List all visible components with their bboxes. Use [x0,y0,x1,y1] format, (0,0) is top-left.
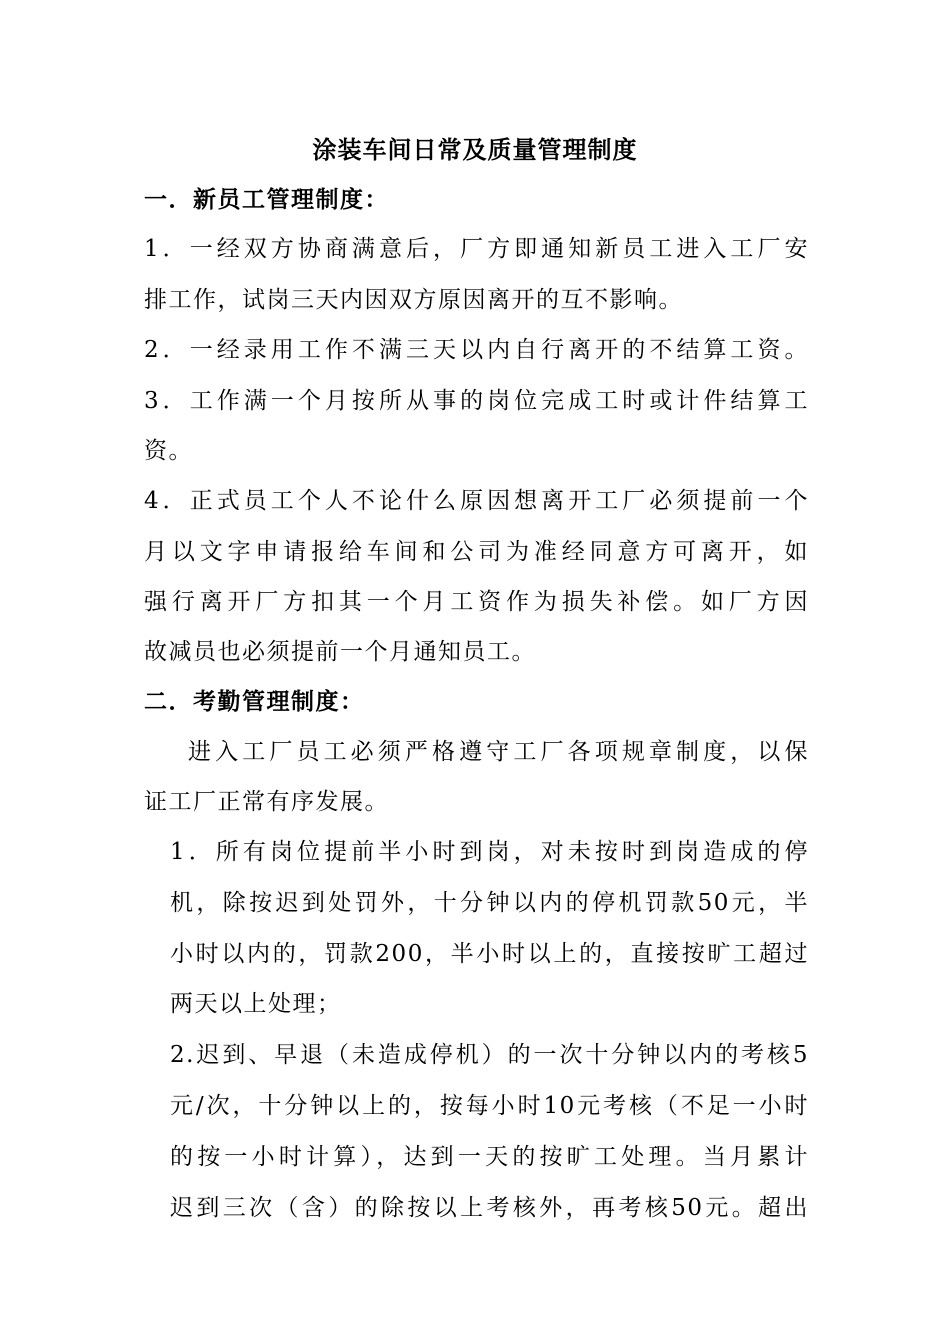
section2-line: 2.迟到、早退（未造成停机）的一次十分钟以内的考核5 [170,1042,809,1068]
section2-intro-line: 进入工厂员工必须严格遵守工厂各项规章制度，以保 [188,739,809,765]
section1-line: 强行离开厂方扣其一个月工资作为损失补偿。如厂方因 [144,589,809,615]
section1-line: 月以文字申请报给车间和公司为准经同意方可离开，如 [144,539,809,565]
section1-line: 排工作，试岗三天内因双方原因离开的互不影响。 [144,287,683,313]
section1-line: 资。 [144,438,193,464]
section1-line: 4．正式员工个人不论什么原因想离开工厂必须提前一个 [144,488,809,514]
section2-line: 机，除按迟到处罚外，十分钟以内的停机罚款50元，半 [170,890,809,916]
section1-line: 3．工作满一个月按所从事的岗位完成工时或计件结算工 [144,388,809,414]
section2-heading: 二．考勤管理制度： [144,688,365,715]
section2-line: 1．所有岗位提前半小时到岗，对未按时到岗造成的停 [170,839,809,865]
section1-line: 2．一经录用工作不满三天以内自行离开的不结算工资。 [144,337,809,363]
section2-line: 两天以上处理； [170,991,342,1017]
section1-line: 1．一经双方协商满意后，厂方即通知新员工进入工厂安 [144,236,809,262]
section1-line: 故减员也必须提前一个月通知员工。 [144,639,536,665]
section2-line: 小时以内的，罚款200，半小时以上的，直接按旷工超过 [170,941,809,967]
section2-line: 的按一小时计算），达到一天的按旷工处理。当月累计 [170,1144,809,1170]
section1-heading: 一．新员工管理制度： [144,186,389,213]
section2-intro-line: 证工厂正常有序发展。 [144,789,389,815]
document-title: 涂装车间日常及质量管理制度 [312,136,638,164]
section2-line: 元/次，十分钟以上的，按每小时10元考核（不足一小时 [170,1093,809,1119]
section2-line: 迟到三次（含）的除按以上考核外，再考核50元。超出 [170,1195,809,1221]
